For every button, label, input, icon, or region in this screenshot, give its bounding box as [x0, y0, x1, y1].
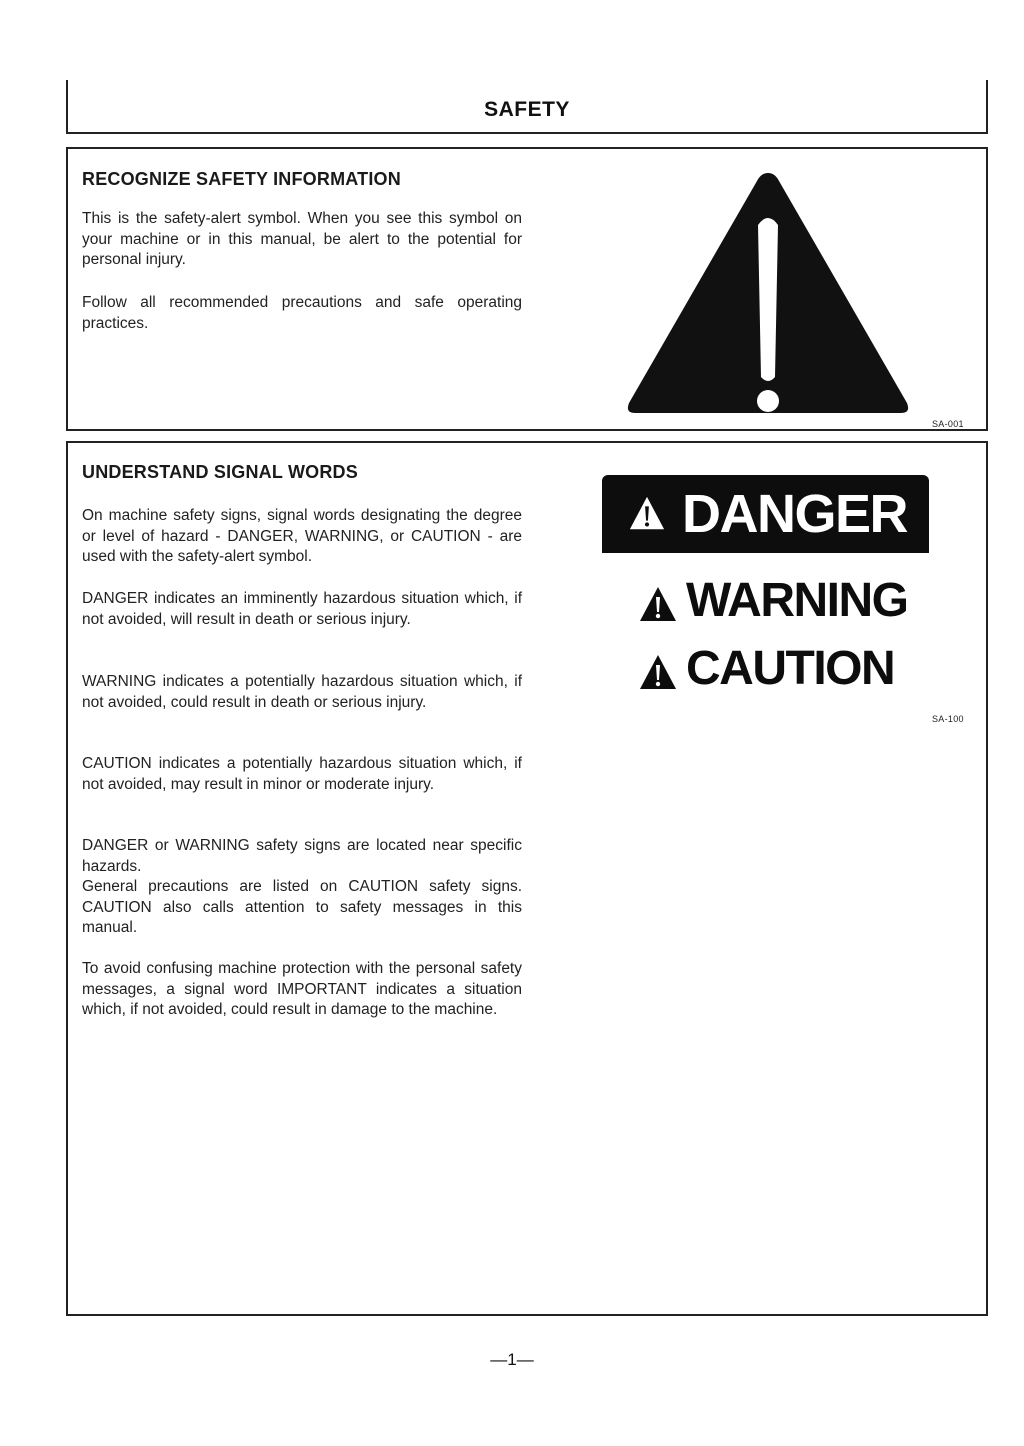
paragraph: DANGER indicates an imminently hazardous situation which, if not avoided, will result in death or serious injury. — [82, 590, 522, 628]
paragraph: WARNING indicates a potentially hazardous situation which, if not avoided, could result in death or serious injury. — [82, 673, 522, 711]
page-number: —1— — [490, 1350, 534, 1369]
warning-word: WARNING — [686, 574, 908, 627]
page-header — [66, 80, 988, 134]
figure-code: SA-100 — [932, 714, 964, 724]
paragraph: On machine safety signs, signal words designating the degree or level of hazard - DANGER, WARNING, or CAUTION - are used with the safety-alert symbol. — [82, 507, 522, 565]
caution-sign — [638, 639, 968, 699]
paragraph: To avoid confusing machine protection with the personal safety messages, a signal word IMPORTANT indicates a situation which, if not avoided, could result in damage to the machine. — [82, 960, 522, 1018]
paragraph: CAUTION indicates a potentially hazardous situation which, if not avoided, may result in minor or moderate injury. — [82, 755, 522, 793]
figure-code: SA-001 — [932, 419, 964, 429]
danger-sign — [602, 475, 929, 553]
safety-alert-triangle-icon — [623, 167, 913, 425]
alert-triangle-icon — [638, 585, 678, 625]
paragraph: This is the safety-alert symbol. When you see this symbol on your machine or in this manual, be alert to the potential for personal injury. — [82, 210, 522, 268]
paragraph: Follow all recommended precautions and safe operating practices. — [82, 294, 522, 332]
caution-word: CAUTION — [686, 642, 895, 695]
alert-triangle-icon — [638, 653, 678, 693]
paragraph: General precautions are listed on CAUTION safety signs. CAUTION also calls attention to safety messages in this manual. — [82, 878, 522, 936]
paragraph: DANGER or WARNING safety signs are located near specific hazards. — [82, 837, 522, 875]
section-title: RECOGNIZE SAFETY INFORMATION — [82, 169, 401, 189]
section-title: UNDERSTAND SIGNAL WORDS — [82, 462, 358, 482]
alert-triangle-icon — [628, 495, 666, 533]
danger-word: DANGER — [682, 484, 908, 544]
recognize-safety-section — [66, 147, 988, 431]
page-title: SAFETY — [484, 98, 570, 121]
warning-sign — [638, 571, 968, 631]
signal-words-section — [66, 441, 988, 1316]
